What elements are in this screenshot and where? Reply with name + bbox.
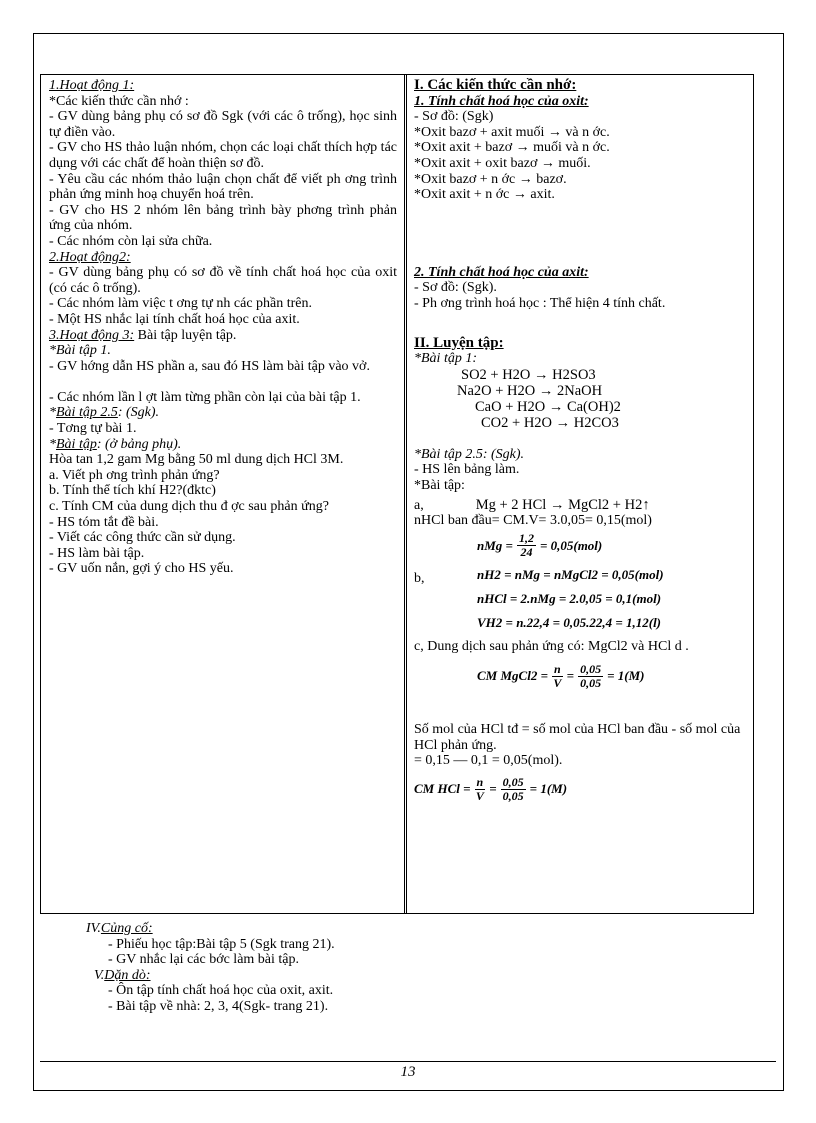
denominator: 0,05	[502, 788, 524, 803]
star: *	[49, 405, 56, 421]
section-1-heading: I. Các kiến thức cần nhớ:	[414, 77, 577, 93]
formula-n-h2: nH2 = nMg = nMgCl2 = 0,05(mol)	[477, 566, 664, 582]
fraction	[475, 776, 486, 803]
activity-3-subtitle: Bài tập luyện tập.	[134, 327, 237, 343]
page-number: 13	[400, 1064, 416, 1080]
left-line: - Tơng tự bài 1.	[49, 421, 137, 437]
equation-2: Na2O + H2O → 2NaOH	[457, 382, 603, 399]
question-b: b. Tính thể tích khí H2?(đktc)	[49, 483, 216, 499]
exercise-tail: : (ở bảng phụ).	[96, 436, 182, 452]
right-line: *Oxit axit + oxit bazơ → muối.	[414, 155, 591, 171]
exercise-label: Bài tập	[56, 436, 97, 452]
bottom-line: - GV nhắc lại các bớc làm bài tập.	[108, 952, 300, 968]
denominator: 0,05	[580, 675, 602, 690]
equation-3: CaO + H2O → Ca(OH)2	[475, 398, 621, 415]
right-line: *Oxit axit + n ớc → axit.	[414, 187, 555, 203]
section-v-number: V.	[94, 967, 105, 983]
left-line: - HS làm bài tập.	[49, 545, 145, 561]
numerator: n	[476, 774, 484, 789]
left-line: - GV uốn nắn, gợi ý cho HS yếu.	[49, 561, 234, 577]
question-c: c. Tính CM của dung dịch thu đ ợc sau phản ứng?	[49, 499, 329, 515]
numerator: 0,05	[580, 661, 602, 676]
formula-cm-hcl	[414, 769, 748, 809]
right-line: *Oxit bazơ + n ớc → bazơ.	[414, 171, 567, 187]
equals-sign: =	[566, 668, 575, 684]
activity-2-heading: 2.Hoạt động2:	[49, 249, 131, 265]
oxide-properties-heading: 1. Tính chất hoá học của oxit:	[414, 93, 589, 109]
fraction	[517, 532, 536, 559]
exercise-1-label: *Bài tập 1:	[414, 351, 477, 367]
left-line: - Các nhóm còn lại sửa chữa.	[49, 233, 213, 249]
exercise-2-5-label: Bài tập 2.5	[56, 405, 118, 421]
numerator: 1,2	[518, 531, 534, 546]
part-a-label: a,	[414, 497, 424, 513]
left-line: - Một HS nhắc lại tính chất hoá học của axit.	[49, 311, 300, 327]
consolidation-heading: Củng cố:	[100, 921, 153, 936]
formula-lhs: CM MgCl2 =	[477, 668, 548, 684]
fraction	[578, 663, 603, 690]
homework-heading: Dặn dò:	[104, 967, 151, 983]
right-line: - Sơ đồ: (Sgk).	[414, 280, 497, 296]
column-divider	[404, 75, 407, 913]
formula-lhs: CM HCl =	[414, 781, 471, 797]
right-line: = 0,15 — 0,1 = 0,05(mol).	[414, 753, 563, 769]
numerator: 0,05	[502, 774, 524, 789]
formula-rhs: = 0,05(mol)	[539, 537, 603, 553]
left-line: - Viết các công thức cần sử dụng.	[49, 530, 236, 546]
left-line: - GV cho HS thảo luận nhóm, chọn các loại chất thích hợp tác dụng với các chất để hoàn thiện sơ đồ.	[49, 140, 397, 171]
bottom-line: - Bài tập về nhà: 2, 3, 4(Sgk- trang 21).	[108, 998, 329, 1014]
right-column	[414, 78, 748, 809]
left-line: - Yêu cầu các nhóm thảo luận chọn chất để viết ph ơng trình phản ứng minh hoạ chuyển hoá trên.	[49, 171, 397, 203]
left-line: *Các kiến thức cần nhớ :	[49, 93, 189, 109]
right-line: - Ph ơng trình hoá học : Thể hiện 4 tính chất.	[414, 295, 666, 311]
exercise-2-5-label: *Bài tập 2.5: (Sgk).	[414, 446, 525, 462]
fraction	[552, 663, 563, 690]
formula-n-mg	[414, 529, 748, 563]
exercise-1-label: *Bài tập 1.	[49, 343, 111, 359]
fraction	[501, 776, 526, 803]
bottom-line: - Phiếu học tập:Bài tập 5 (Sgk trang 21).	[108, 936, 335, 952]
star: *	[49, 436, 56, 452]
right-line: *Oxit bazơ + axit muối → và n ớc.	[414, 124, 610, 140]
bottom-line: - Ôn tập tính chất hoá học của oxit, axit.	[108, 983, 334, 999]
footer-rule	[40, 1061, 776, 1062]
reaction-equation: Mg + 2 HCl → MgCl2 + H2↑	[475, 496, 650, 513]
bottom-section	[86, 921, 335, 1015]
left-line: - Các nhóm lần l ợt làm từng phần còn lại của bài tập 1.	[49, 389, 361, 405]
left-line: - GV dùng bảng phụ có sơ đồ Sgk (với các ô trống), học sinh tự điền vào.	[49, 109, 397, 140]
activity-1-heading: 1.Hoạt động 1:	[49, 78, 135, 93]
left-line: - GV cho HS 2 nhóm lên bảng trình bày phơng trình phản ứng của nhóm.	[49, 202, 397, 234]
exercise-2-5-tail: : (Sgk).	[117, 405, 160, 421]
equation-1: SO2 + H2O → H2SO3	[461, 366, 596, 383]
numerator: n	[553, 661, 561, 676]
part-b-label: b,	[414, 570, 425, 586]
denominator: V	[553, 675, 562, 690]
left-line: - HS tóm tắt đề bài.	[49, 514, 159, 530]
question-a: a. Viết ph ơng trình phản ứng?	[49, 467, 220, 483]
hcl-moles-line: nHCl ban đầu= CM.V= 3.0,05= 0,15(mol)	[414, 513, 652, 529]
exercise-label: *Bài tập:	[414, 477, 465, 493]
activity-3-heading: 3.Hoạt động 3:	[49, 327, 135, 343]
acid-properties-heading: 2. Tính chất hoá học của axit:	[414, 264, 589, 280]
lesson-table	[40, 74, 754, 914]
formula-rhs: = 1(M)	[607, 668, 645, 684]
right-line: *Oxit axit + bazơ → muối và n ớc.	[414, 140, 610, 156]
formula-cm-mgcl2	[414, 654, 748, 698]
equals-sign: =	[489, 781, 497, 797]
left-line: - Các nhóm làm việc t ơng tự nh các phần trên.	[49, 296, 313, 312]
right-line: Số mol của HCl tđ = số mol của HCl ban đầu - số mol của HCl phản ứng.	[414, 722, 741, 753]
left-line: - GV dùng bảng phụ có sơ đồ về tính chất hoá học của oxit (có các ô trống).	[49, 265, 397, 296]
formula-n-hcl: nHCl = 2.nMg = 2.0,05 = 0,1(mol)	[477, 590, 662, 606]
equation-4: CO2 + H2O → H2CO3	[481, 414, 619, 431]
solution-contents-line: c, Dung dịch sau phản ứng có: MgCl2 và HCl d .	[414, 638, 689, 654]
right-line: - Sơ đồ: (Sgk)	[414, 109, 494, 125]
left-line: - GV hớng dẫn HS phần a, sau đó HS làm bài tập vào vở.	[49, 358, 370, 374]
formula-rhs: = 1(M)	[529, 781, 568, 797]
formula-lhs: nMg =	[477, 537, 513, 553]
section-iv-number: IV.	[86, 921, 101, 936]
denominator: 24	[520, 545, 533, 560]
right-line: - HS lên bảng làm.	[414, 462, 520, 478]
section-2-heading: II. Luyện tập:	[414, 334, 504, 351]
denominator: V	[475, 788, 484, 803]
left-column	[49, 78, 397, 577]
formula-v-h2: VH2 = n.22,4 = 0,05.22,4 = 1,12(l)	[477, 614, 662, 630]
problem-statement: Hòa tan 1,2 gam Mg bằng 50 ml dung dịch HCl 3M.	[49, 452, 344, 468]
